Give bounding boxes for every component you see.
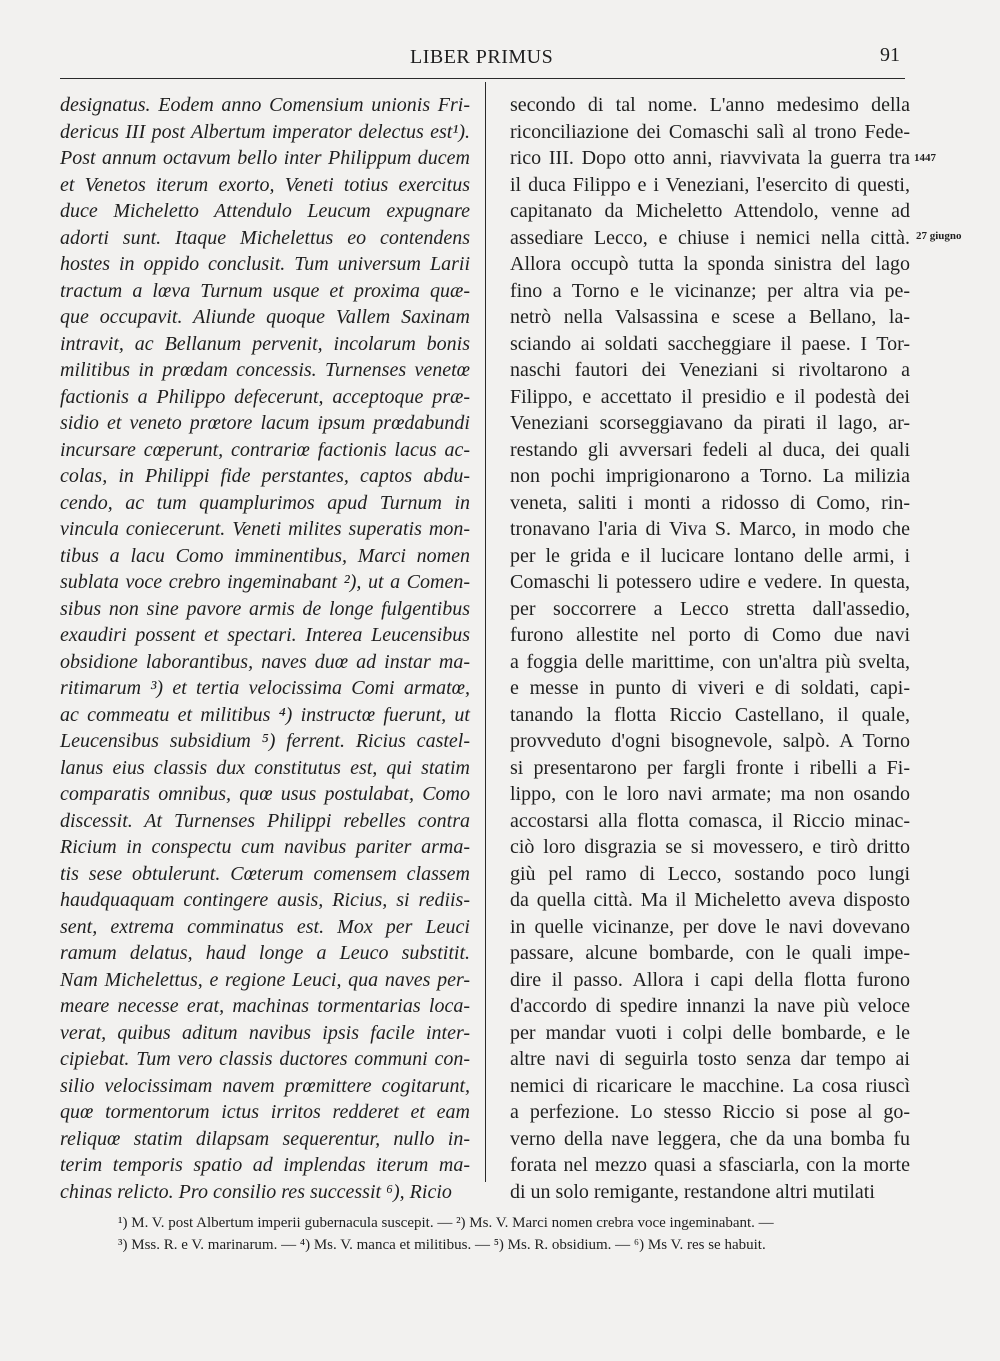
text-line: da quella città. Ma il Micheletto aveva disposto bbox=[510, 889, 910, 911]
text-line: per mandar vuoti i colpi delle bombarde, e le bbox=[510, 1021, 910, 1044]
text-line: secondo di tal nome. L'anno medesimo della bbox=[510, 94, 910, 116]
header-rule bbox=[60, 78, 905, 79]
footnotes bbox=[60, 1212, 940, 1256]
text-line: ritimarum ³) et tertia velocissima Comi armatœ, bbox=[60, 677, 470, 699]
text-line: Allora occupò tutta la sponda sinistra del lago bbox=[510, 253, 910, 275]
text-line: giù pel ramo di Lecco, sostando poco lungi bbox=[510, 862, 910, 885]
text-line: discessit. At Turnenses Philippi rebelles contra bbox=[60, 809, 470, 832]
text-line: terim temporis spatio ad implendas iterum ma- bbox=[60, 1154, 470, 1176]
text-line: ciò loro disgrazia se si movessero, e tirò dritto bbox=[510, 836, 910, 858]
text-line: d'accordo di spedire innanzi la nave più veloce bbox=[510, 995, 910, 1017]
text-line: verat, quibus aditum navibus ipsis facile inter- bbox=[60, 1021, 470, 1044]
text-line: tibus a lacu Como imminentibus, Marci nomen bbox=[60, 544, 470, 567]
text-line: Nam Michelettus, e regione Leuci, qua naves per- bbox=[60, 968, 470, 991]
text-line: e messe in punto di viveri e di soldati, capi- bbox=[510, 677, 910, 699]
text-line: comparatis omnibus, quœ usus postulabat, Como bbox=[60, 783, 470, 805]
text-line: cipiebat. Tum vero classis ductores communi con- bbox=[60, 1048, 470, 1070]
text-line: per le grida e il lucicare lontano delle armi, i bbox=[510, 544, 910, 567]
text-line: haudquaquam contingere ausis, Ricius, si rediis- bbox=[60, 889, 470, 911]
text-line: veneta, saliti i monti a ridosso di Como, rin- bbox=[510, 491, 910, 514]
text-line: non pochi imprigionarono a Torno. La milizia bbox=[510, 465, 910, 487]
text-line: quœ tormentorum ictus irritos redderet et eam bbox=[60, 1101, 470, 1123]
text-line: exaudiri possent et spectari. Interea Leucensibus bbox=[60, 624, 470, 646]
italian-text-column bbox=[510, 92, 910, 1205]
text-line: per soccorrere a Lecco stretta dall'assedio, bbox=[510, 597, 910, 620]
text-line: colas, in Philippi fide perstantes, captos abdu- bbox=[60, 465, 470, 487]
text-line: il duca Filippo e i Veneziani, l'esercito di questi, bbox=[510, 173, 910, 196]
text-line: capitanato da Micheletto Attendolo, venne ad bbox=[510, 200, 910, 222]
text-line: di un solo remigante, restandone altri mutilati bbox=[510, 1180, 875, 1203]
text-line: adorti sunt. Itaque Michelettus eo contendens bbox=[60, 226, 470, 249]
text-line: naschi fautori dei Veneziani si rivoltarono a bbox=[510, 359, 910, 381]
text-line: lanus eius classis dux constitutus est, qui statim bbox=[60, 756, 470, 779]
text-line: duce Micheletto Attendulo Leucum expugnare bbox=[60, 200, 470, 222]
text-line: meare necesse erat, machinas tormentarias loca- bbox=[60, 995, 470, 1017]
text-line: accostarsi alla flotta comasca, il Riccio minac- bbox=[510, 809, 910, 832]
page-number: 91 bbox=[880, 44, 900, 66]
text-line: riconciliazione dei Comaschi salì al trono Fede- bbox=[510, 120, 910, 143]
text-line: assediare Lecco, e chiuse i nemici nella città. bbox=[510, 226, 910, 249]
text-line: rico III. Dopo otto anni, riavvivata la guerra tra bbox=[510, 147, 910, 169]
text-line: que occupavit. Aliunde quoque Vallem Saxinam bbox=[60, 306, 470, 328]
text-line: tanando la flotta Riccio Castellano, il quale, bbox=[510, 703, 910, 726]
text-line: dire il passo. Allora i capi della flotta furono bbox=[510, 968, 910, 991]
text-line: tractum a lœva Turnum usque et proxima quæ- bbox=[60, 279, 470, 302]
text-line: verno della nave leggera, che da una bomba fu bbox=[510, 1127, 910, 1150]
text-line: a foggia delle marittime, con un'altra più svelta, bbox=[510, 650, 910, 673]
text-line: provveduto d'ogni bisognevole, salpò. A Torno bbox=[510, 730, 910, 752]
text-line: dericus III post Albertum imperator delectus est¹). bbox=[60, 120, 470, 143]
text-line: hostes in oppido conclusit. Tum universum Larii bbox=[60, 253, 470, 275]
text-line: passare, alcune bombarde, con le quali impe- bbox=[510, 942, 910, 964]
text-line: altre navi di seguirla tosto senza dar tempo ai bbox=[510, 1048, 910, 1070]
text-line: intravit, ac Bellanum pervenit, incolarum bonis bbox=[60, 332, 470, 355]
text-line: sublata voce crebro ingeminabant ²), ut a Comen- bbox=[60, 571, 470, 593]
text-line: sidio et veneto prœtore lacum ipsum prœdabundi bbox=[60, 412, 470, 434]
text-line: netrò nella Valsassina e scese a Bellano, la- bbox=[510, 306, 910, 328]
text-line: fino a Torno e le vicinanze; per altra via pe- bbox=[510, 279, 910, 302]
text-line: sciando ai soldati saccheggiare il paese. I Tor- bbox=[510, 332, 910, 355]
margin-note-year: 1447 bbox=[914, 152, 936, 164]
margin-note-date: 27 giugno bbox=[916, 230, 962, 242]
text-line: Comaschi li potessero udire e vedere. In questa, bbox=[510, 571, 910, 593]
text-line: ac commeatu et militibus ⁴) instructœ fuerunt, ut bbox=[60, 703, 470, 726]
footnote-line: ¹) M. V. post Albertum imperii gubernacula suscepit. — ²) Ms. V. Marci nomen crebra voce ingeminabant. — bbox=[118, 1215, 774, 1231]
text-line: Filippo, e accettato il presidio e il podestà dei bbox=[510, 385, 910, 408]
running-head: LIBER PRIMUS bbox=[410, 46, 554, 68]
text-line: factionis a Philippo defecerunt, acceptoque præ- bbox=[60, 385, 470, 408]
text-line: forata nel mezzo quasi a sfasciarla, con la morte bbox=[510, 1154, 910, 1176]
text-line: restando gli avversari fedeli al duca, dei quali bbox=[510, 438, 910, 461]
text-line: nemici di ricaricare le macchine. La cosa riuscì bbox=[510, 1074, 910, 1097]
text-line: a perfezione. Lo stesso Riccio si pose al go- bbox=[510, 1101, 910, 1123]
text-line: chinas relicto. Pro consilio res successit ⁶), Ricio bbox=[60, 1180, 452, 1203]
latin-text-column bbox=[60, 92, 470, 1205]
column-divider bbox=[485, 82, 486, 1182]
footnote-line: ³) Mss. R. e V. marinarum. — ⁴) Ms. V. manca et militibus. — ⁵) Ms. R. obsidium. — ⁶) Ms V. res se habuit. bbox=[118, 1237, 766, 1253]
text-line: designatus. Eodem anno Comensium unionis Fri- bbox=[60, 94, 470, 116]
text-line: cendo, ac tum quamplurimos apud Turnum in bbox=[60, 491, 470, 514]
text-line: tis sese obtulerunt. Cœterum comensem classem bbox=[60, 862, 470, 885]
text-line: silio velocissimam navem prœmittere cogitarunt, bbox=[60, 1074, 470, 1097]
text-line: vincula coniecerunt. Veneti milites superatis mon- bbox=[60, 518, 470, 540]
text-line: et Venetos iterum exorto, Veneti totius exercitus bbox=[60, 173, 470, 196]
text-line: obsidione laborantibus, naves duœ ad instar ma- bbox=[60, 650, 470, 673]
text-line: Post annum octavum bello inter Philippum ducem bbox=[60, 147, 470, 169]
text-line: furono allestite nel porto di Como due navi bbox=[510, 624, 910, 646]
text-line: incursare cœperunt, contrariœ factionis lacus ac- bbox=[60, 438, 470, 461]
text-line: lippo, con le loro navi armate; ma non osando bbox=[510, 783, 910, 805]
text-line: tronavano l'aria di Viva S. Marco, in modo che bbox=[510, 518, 910, 540]
text-line: in quelle vicinanze, per dove le navi dovevano bbox=[510, 915, 910, 938]
text-line: sibus non sine pavore armis de longe fulgentibus bbox=[60, 597, 470, 620]
text-line: reliquœ statim dilapsam sequerentur, nullo in- bbox=[60, 1127, 470, 1150]
text-line: ramum delatus, haud longe a Leuco substitit. bbox=[60, 942, 470, 964]
text-line: Ricium in conspectu cum navibus pariter arma- bbox=[60, 836, 470, 858]
text-line: Leucensibus subsidium ⁵) ferrent. Ricius castel- bbox=[60, 730, 470, 752]
text-line: militibus in prœdam concessis. Turnenses venetœ bbox=[60, 359, 470, 381]
text-line: si presentarono per fargli fronte i ribelli a Fi- bbox=[510, 756, 910, 779]
text-line: sent, extrema comminatus est. Mox per Leuci bbox=[60, 915, 470, 938]
text-line: Veneziani scorseggiavano da pirati il lago, ar- bbox=[510, 412, 910, 434]
